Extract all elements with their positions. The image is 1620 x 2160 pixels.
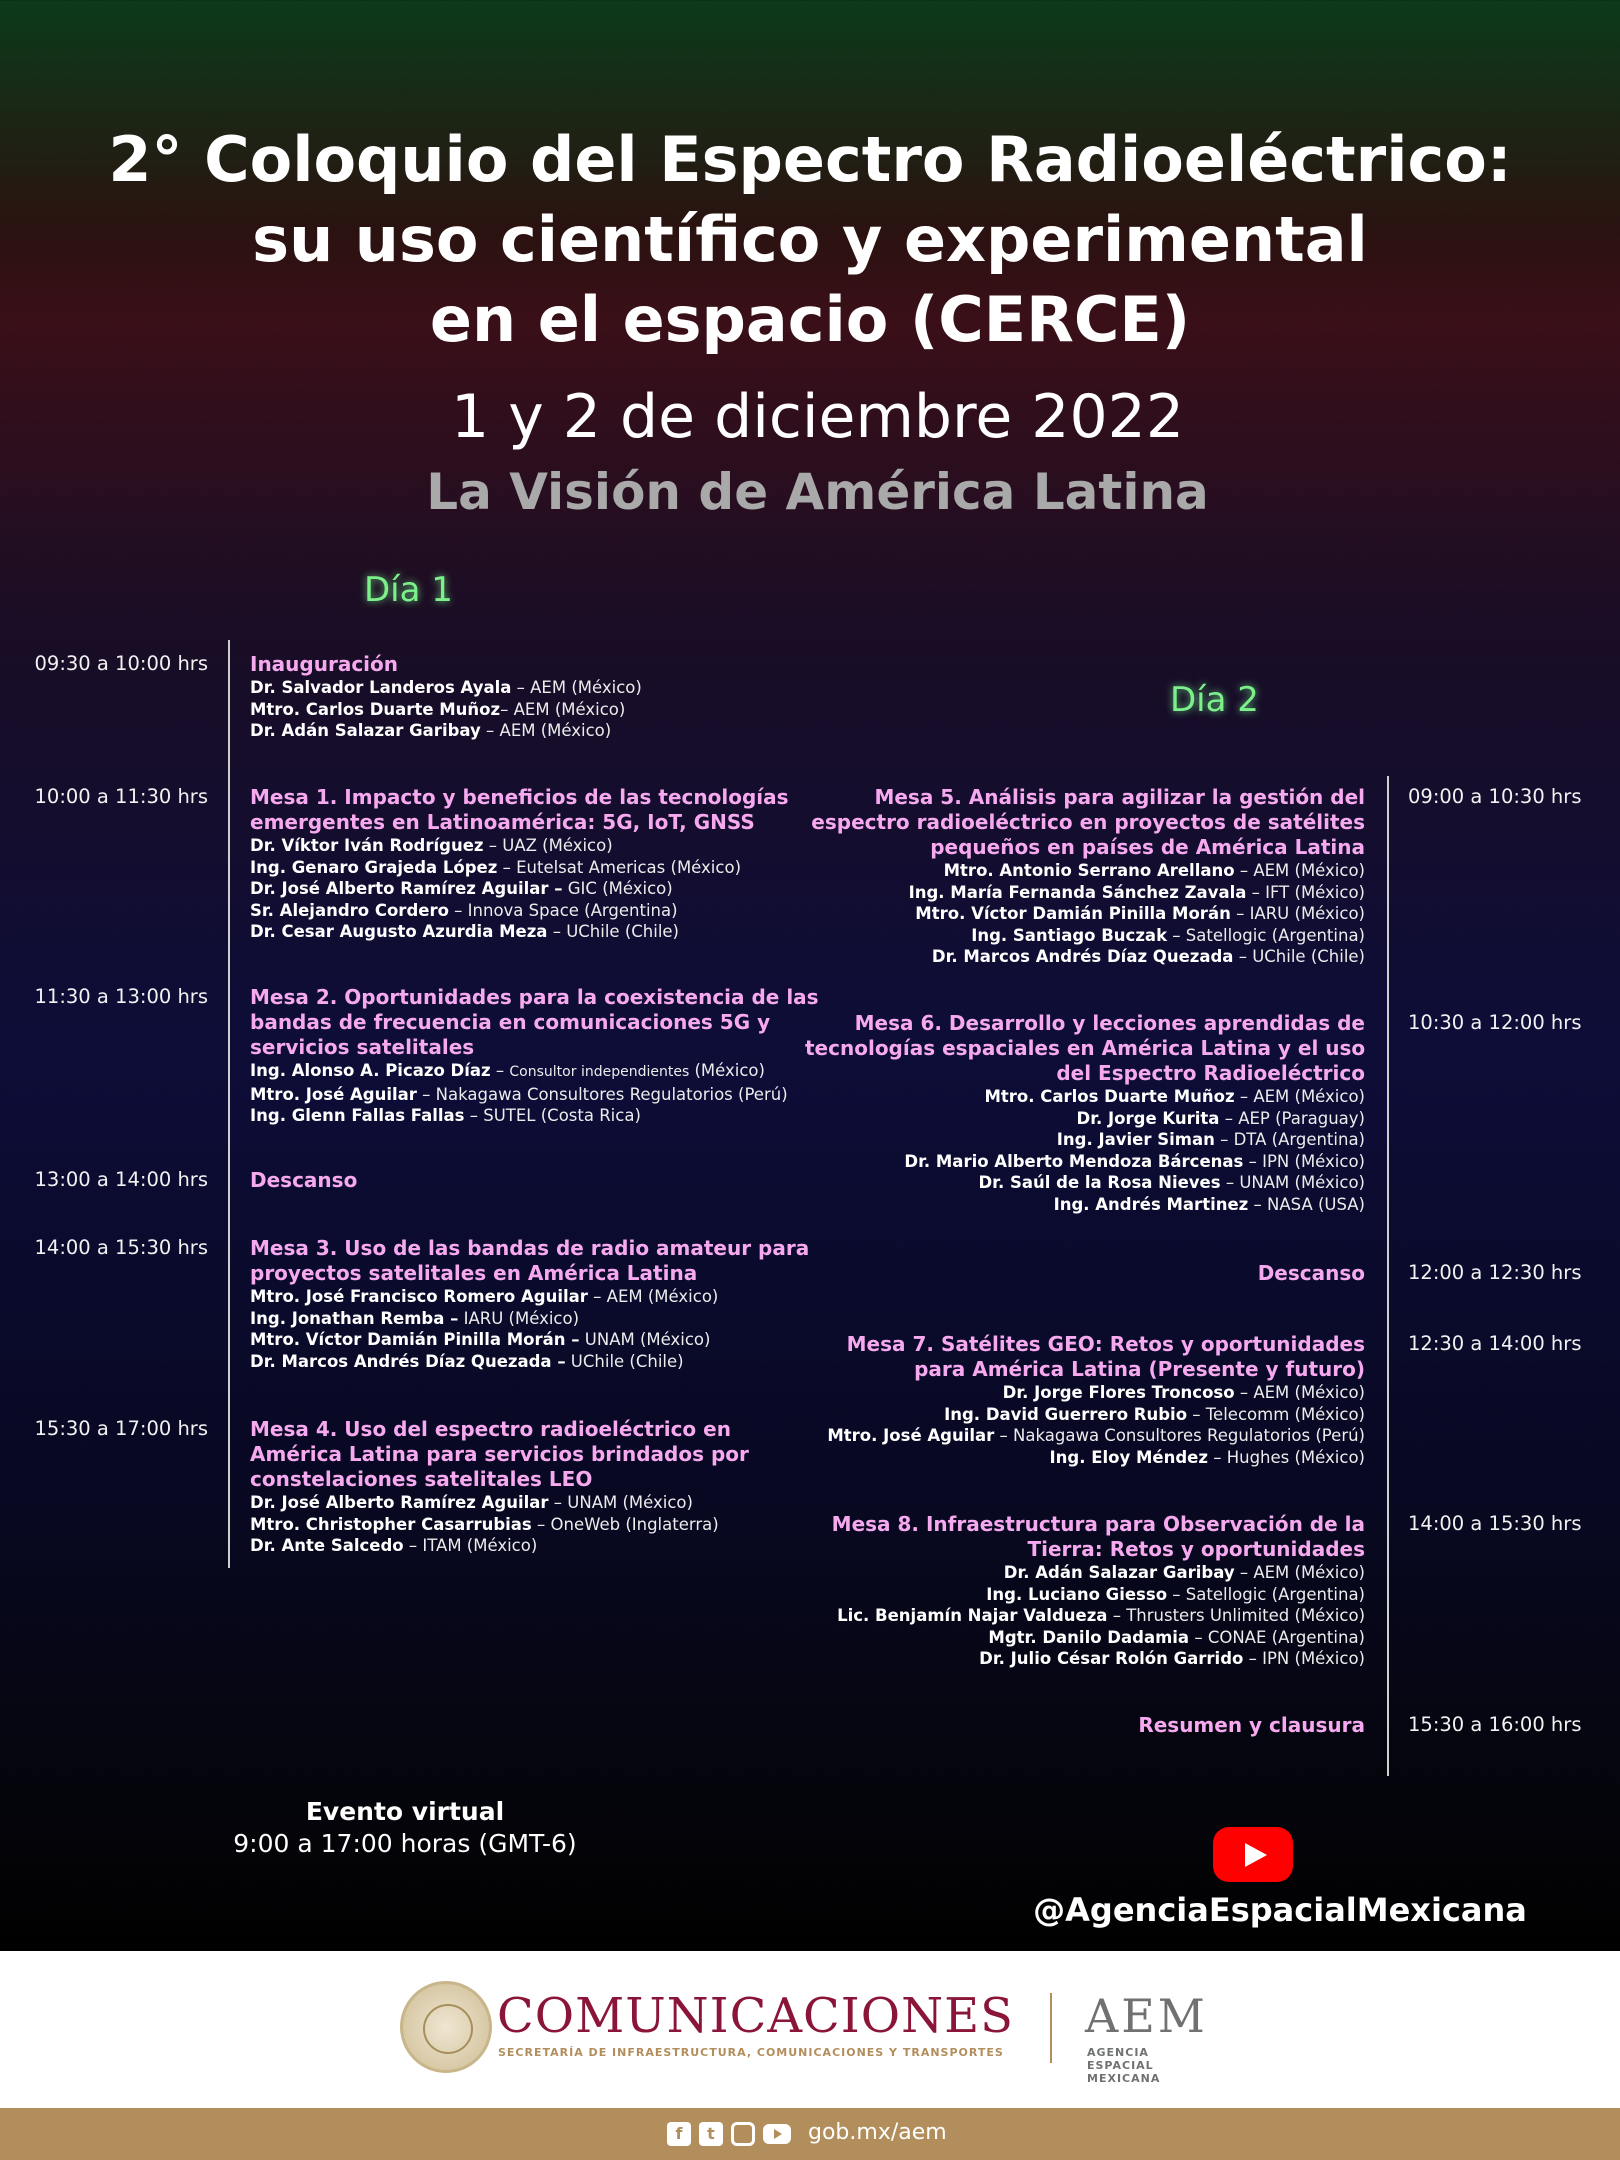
speaker-affiliation-detail: Consultor independientes (509, 1064, 690, 1080)
speaker-affiliation: – UChile (Chile) (1233, 947, 1365, 966)
speaker-affiliation: – AEM (México) (1234, 1087, 1365, 1106)
speaker-name: Dr. Mario Alberto Mendoza Bárcenas (904, 1151, 1244, 1171)
day1-session (250, 985, 819, 1127)
speaker-name: Mgtr. Danilo Dadamia (988, 1627, 1190, 1647)
seal-inner (423, 2004, 473, 2054)
speaker-affiliation: – NASA (USA) (1248, 1194, 1365, 1214)
title-line-2: su uso científico y experimental (252, 203, 1368, 276)
speaker-name: Dr. Jorge Kurita (1076, 1108, 1220, 1128)
speaker-name: Ing. Genaro Grajeda López (250, 857, 498, 877)
speaker-name: Mtro. Christopher Casarrubias (250, 1514, 532, 1534)
bottom-bar (0, 2108, 1620, 2160)
youtube-small-icon[interactable] (763, 2124, 791, 2144)
speaker-name: Dr. Julio César Rolón Garrido (979, 1649, 1244, 1668)
session-title-line: América Latina para servicios brindados por (250, 1442, 749, 1466)
speaker (250, 1308, 810, 1330)
speaker (805, 946, 1365, 968)
instagram-icon[interactable] (731, 2122, 755, 2146)
speaker-name: Dr. José Alberto Ramírez Aguilar – (250, 879, 563, 898)
speaker-affiliation: – AEM (México) (500, 699, 626, 719)
session-title-line: Resumen y clausura (1138, 1713, 1365, 1737)
session-title-line: Mesa 1. Impacto y beneficios de las tecnologías (250, 785, 789, 809)
comunicaciones-subtitle: SECRETARÍA DE INFRAESTRUCTURA, COMUNICACIONES Y TRANSPORTES (498, 2046, 1004, 2059)
speaker-affiliation: – (490, 1061, 510, 1080)
youtube-icon[interactable] (1213, 1827, 1293, 1882)
event-subtitle: La Visión de América Latina (426, 463, 1209, 521)
speaker-name: Ing. Eloy Méndez (1049, 1447, 1208, 1467)
day1-session (250, 785, 810, 943)
day-1-timeline (228, 640, 230, 1568)
speaker-affiliation: – AEM (México) (587, 1287, 719, 1306)
day2-session (805, 1332, 1365, 1468)
day2-session (805, 1011, 1365, 1215)
session-title-line: pequeños en países de América Latina (930, 835, 1365, 859)
speaker-affiliation: – Satellogic (Argentina) (1167, 925, 1365, 945)
speaker-name: Ing. Glenn Fallas Fallas (250, 1106, 465, 1125)
session-title-line: Mesa 3. Uso de las bandas de radio amateur para (250, 1236, 810, 1260)
speaker (805, 1627, 1365, 1649)
speaker-affiliation: – Nakagawa Consultores Regulatorios (Perú) (416, 1084, 788, 1104)
play-icon (1245, 1843, 1267, 1867)
day2-session (805, 1261, 1365, 1286)
event-hours: 9:00 a 17:00 horas (GMT-6) (233, 1829, 577, 1858)
speaker (805, 1584, 1365, 1606)
speaker (805, 1194, 1365, 1216)
speaker-affiliation: – Satellogic (Argentina) (1167, 1584, 1365, 1604)
speaker-name: Dr. Marcos Andrés Díaz Quezada – (250, 1351, 566, 1371)
speaker (250, 1514, 810, 1536)
speaker-name: Dr. Cesar Augusto Azurdia Meza (250, 922, 548, 941)
speaker-name: Dr. Saúl de la Rosa Nieves (978, 1173, 1221, 1192)
day2-session-time: 09:00 a 10:30 hrs (1408, 785, 1582, 808)
day2-session (805, 785, 1365, 968)
speaker (250, 900, 810, 922)
day2-session (805, 1512, 1365, 1670)
speaker (805, 1404, 1365, 1426)
social-icons (667, 2121, 791, 2147)
day2-session-time: 12:00 a 12:30 hrs (1408, 1261, 1582, 1284)
speaker-affiliation: UNAM (México) (579, 1330, 711, 1349)
speaker (250, 1084, 810, 1106)
speaker-affiliation: – CONAE (Argentina) (1189, 1627, 1365, 1647)
speaker (805, 1382, 1365, 1404)
speaker-affiliation: GIC (México) (562, 879, 673, 898)
speaker-affiliation: – UChile (Chile) (547, 922, 679, 941)
session-title-line: Mesa 4. Uso del espectro radioeléctrico en (250, 1417, 731, 1441)
speaker-name: Ing. Alonso A. Picazo Díaz (250, 1061, 491, 1080)
session-title-line: del Espectro Radioeléctrico (1056, 1061, 1365, 1085)
mexico-seal-icon (400, 1981, 492, 2073)
speaker-affiliation: – IPN (México) (1243, 1151, 1365, 1171)
speaker-name: Ing. Santiago Buczak (971, 925, 1168, 945)
speaker (805, 1172, 1365, 1194)
speaker-name: Dr. Adán Salazar Garibay (250, 721, 481, 740)
day-2-timeline (1387, 776, 1389, 1776)
speaker-affiliation: – Hughes (México) (1207, 1447, 1365, 1467)
speaker (805, 1605, 1365, 1627)
speaker-name: Mtro. Carlos Duarte Muñoz (250, 699, 501, 719)
day1-session-time: 15:30 a 17:00 hrs (34, 1417, 208, 1440)
day-2-label: Día 2 (1170, 680, 1259, 720)
session-title-line: Tierra: Retos y oportunidades (1027, 1537, 1365, 1561)
footer-logos (0, 1951, 1620, 2108)
speaker (805, 1086, 1365, 1108)
speaker (805, 925, 1365, 947)
title-line-1: 2° Coloquio del Espectro Radioeléctrico: (108, 123, 1512, 196)
day1-session (250, 1168, 810, 1193)
social-handle[interactable]: @AgenciaEspacialMexicana (1033, 1891, 1527, 1929)
speaker-affiliation: – IARU (México) (1230, 904, 1365, 923)
day1-session (250, 1236, 810, 1372)
speaker-name: Mtro. Carlos Duarte Muñoz (984, 1087, 1235, 1106)
speaker (805, 882, 1365, 904)
speaker-name: Ing. Javier Siman (1056, 1130, 1215, 1149)
speaker-affiliation: – IFT (México) (1246, 882, 1365, 902)
speaker-name: Dr. José Alberto Ramírez Aguilar (250, 1493, 549, 1512)
twitter-icon[interactable]: t (699, 2122, 723, 2146)
aem-subtitle-line-2: MEXICANA (1087, 2072, 1161, 2085)
speaker-name: Dr. Marcos Andrés Díaz Quezada (931, 947, 1234, 966)
day2-session-time: 15:30 a 16:00 hrs (1408, 1713, 1582, 1736)
day1-session-time: 10:00 a 11:30 hrs (34, 785, 208, 808)
speaker-name: Sr. Alejandro Cordero (250, 900, 449, 920)
speaker (250, 699, 810, 721)
speaker (805, 1151, 1365, 1173)
speaker-affiliation: – UAZ (México) (483, 836, 613, 855)
session-title-line: proyectos satelitales en América Latina (250, 1261, 698, 1285)
aem-subtitle (1087, 2046, 1207, 2085)
speaker-affiliation: IARU (México) (458, 1308, 580, 1328)
speaker (805, 1108, 1365, 1130)
session-title-line: Mesa 5. Análisis para agilizar la gestión del (874, 785, 1365, 809)
session-title-line: Descanso (1257, 1261, 1365, 1285)
speaker-affiliation: – AEM (México) (1234, 1563, 1365, 1582)
speaker-affiliation: – Nakagawa Consultores Regulatorios (Perú) (994, 1426, 1365, 1445)
speaker-affiliation: – DTA (Argentina) (1214, 1130, 1365, 1149)
speaker-name: Mtro. Antonio Serrano Arellano (943, 861, 1235, 880)
speaker-name: Mtro. Víctor Damián Pinilla Morán (915, 904, 1231, 923)
session-title-line: Mesa 8. Infraestructura para Observación de la (831, 1512, 1365, 1536)
event-date: 1 y 2 de diciembre 2022 (450, 382, 1185, 452)
speaker (250, 921, 810, 943)
event-info (205, 1796, 605, 1860)
speaker-affiliation: – Telecomm (México) (1187, 1404, 1365, 1424)
session-title-line: servicios satelitales (250, 1035, 475, 1059)
speaker-name: Dr. Jorge Flores Troncoso (1002, 1383, 1235, 1402)
session-title-line: emergentes en Latinoamérica: 5G, IoT, GNSS (250, 810, 755, 834)
title-line-3: en el espacio (CERCE) (429, 283, 1191, 356)
speaker-name: Ing. David Guerrero Rubio (944, 1404, 1188, 1424)
speaker-name: Mtro. Víctor Damián Pinilla Morán – (250, 1330, 580, 1349)
day2-session (805, 1713, 1365, 1738)
speaker (250, 720, 810, 742)
day2-session-time: 10:30 a 12:00 hrs (1408, 1011, 1582, 1034)
event-type: Evento virtual (305, 1797, 505, 1826)
speaker (250, 1351, 810, 1373)
speaker-affiliation: – OneWeb (Inglaterra) (531, 1514, 719, 1534)
aem-logo: AEM (1085, 1989, 1208, 2043)
facebook-icon[interactable]: f (667, 2122, 691, 2146)
speaker-name: Mtro. José Aguilar (827, 1426, 995, 1445)
speaker-name: Mtro. José Francisco Romero Aguilar (250, 1287, 588, 1306)
day1-session (250, 652, 810, 742)
speaker (805, 1562, 1365, 1584)
speaker-name: Dr. Víktor Iván Rodríguez (250, 836, 484, 855)
session-title-line: Descanso (250, 1168, 358, 1192)
session-title-line: espectro radioeléctrico en proyectos de satélites (811, 810, 1365, 834)
day1-session-time: 14:00 a 15:30 hrs (34, 1236, 208, 1259)
speaker-affiliation-country: (México) (689, 1061, 765, 1080)
speaker (250, 1105, 810, 1127)
speaker-affiliation: – SUTEL (Costa Rica) (464, 1106, 641, 1125)
session-title-line: tecnologías espaciales en América Latina y el uso (805, 1036, 1366, 1060)
speaker-affiliation: – AEM (México) (511, 678, 642, 697)
speaker-name: Dr. Adán Salazar Garibay (1003, 1563, 1235, 1582)
speaker (250, 677, 810, 699)
speaker-affiliation: – AEM (México) (480, 721, 612, 740)
day1-session-time: 09:30 a 10:00 hrs (34, 652, 208, 675)
day2-session-time: 14:00 a 15:30 hrs (1408, 1512, 1582, 1535)
speaker (250, 857, 810, 879)
session-title-line: Inauguración (250, 652, 399, 676)
speaker-name: Lic. Benjamín Najar Valdueza (837, 1606, 1108, 1625)
logo-divider (1050, 1993, 1052, 2063)
speaker-name: Mtro. José Aguilar (250, 1084, 417, 1104)
day1-session-time: 11:30 a 13:00 hrs (34, 985, 208, 1008)
session-title-line: para América Latina (Presente y futuro) (914, 1357, 1365, 1381)
speaker (250, 1286, 810, 1308)
speaker (250, 1535, 810, 1557)
session-title-line: Mesa 2. Oportunidades para la coexistencia de las (250, 985, 819, 1009)
speaker (250, 878, 810, 900)
speaker (250, 1060, 810, 1084)
speaker (805, 1129, 1365, 1151)
speaker (805, 860, 1365, 882)
speaker-name: Dr. Ante Salcedo (250, 1536, 404, 1555)
speaker-affiliation: – Thrusters Unlimited (México) (1107, 1606, 1365, 1625)
day1-session-time: 13:00 a 14:00 hrs (34, 1168, 208, 1191)
speaker-name: Ing. María Fernanda Sánchez Zavala (908, 882, 1247, 902)
speaker-affiliation: – UNAM (México) (548, 1493, 693, 1512)
day1-session (250, 1417, 810, 1557)
speaker (250, 1492, 810, 1514)
website-link[interactable]: gob.mx/aem (808, 2120, 947, 2145)
speaker-name: Dr. Salvador Landeros Ayala (250, 678, 512, 697)
day2-session-time: 12:30 a 14:00 hrs (1408, 1332, 1582, 1355)
speaker-affiliation: – Innova Space (Argentina) (448, 900, 678, 920)
speaker-affiliation: – UNAM (México) (1220, 1173, 1365, 1192)
speaker-affiliation: – Eutelsat Americas (México) (497, 857, 742, 877)
speaker-affiliation: – AEM (México) (1234, 1383, 1365, 1402)
session-title-line: Mesa 7. Satélites GEO: Retos y oportunidades (846, 1332, 1365, 1356)
speaker-affiliation: – AEM (México) (1234, 861, 1365, 880)
session-title-line: constelaciones satelitales LEO (250, 1467, 593, 1491)
speaker-affiliation: – IPN (México) (1243, 1649, 1365, 1668)
speaker-affiliation: – ITAM (México) (403, 1536, 538, 1555)
speaker (805, 903, 1365, 925)
speaker-affiliation: UChile (Chile) (565, 1351, 684, 1371)
speaker (805, 1447, 1365, 1469)
speaker (805, 1425, 1365, 1447)
speaker-name: Ing. Jonathan Remba – (250, 1308, 459, 1328)
speaker-name: Ing. Andrés Martinez (1053, 1194, 1249, 1214)
day-1-label: Día 1 (364, 570, 453, 610)
speaker (250, 835, 810, 857)
session-title-line: Mesa 6. Desarrollo y lecciones aprendidas de (854, 1011, 1365, 1035)
aem-subtitle-line-1: AGENCIA ESPACIAL (1087, 2046, 1154, 2072)
comunicaciones-logo: COMUNICACIONES (497, 1988, 1014, 2044)
speaker-affiliation: – AEP (Paraguay) (1219, 1108, 1365, 1128)
speaker-name: Ing. Luciano Giesso (986, 1584, 1168, 1604)
speaker (250, 1329, 810, 1351)
page-title (0, 120, 1620, 360)
speaker (805, 1648, 1365, 1670)
session-title-line: bandas de frecuencia en comunicaciones 5G y (250, 1010, 771, 1034)
